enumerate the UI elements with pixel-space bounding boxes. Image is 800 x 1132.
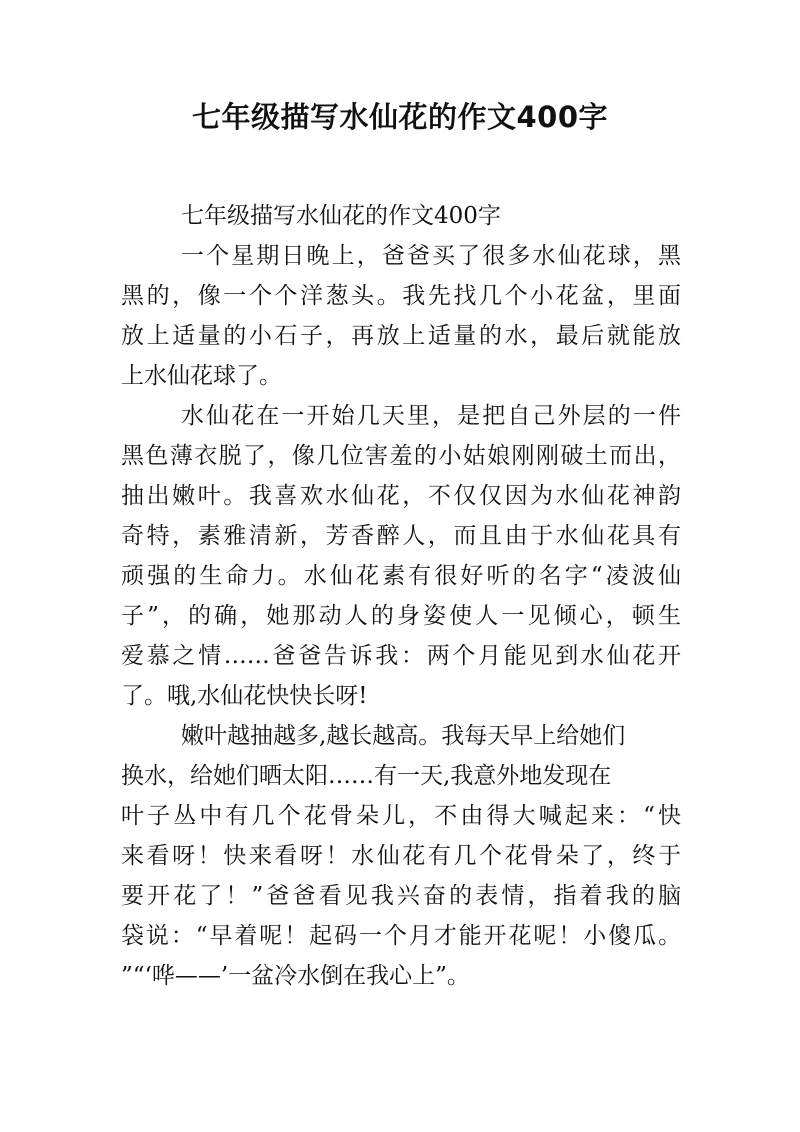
- paragraph-line: 放上适量的小石子，再放上适量的水，最后就能放: [121, 323, 681, 349]
- paragraph-line: 奇特，素雅清新，芳香醉人，而且由于水仙花具有: [121, 523, 681, 549]
- paragraph-line: 换水，给她们晒太阳……有一天,我意外地发现在: [121, 763, 612, 789]
- paragraph-line: 顽强的生命力。水仙花素有很好听的名字“凌波仙: [121, 563, 681, 589]
- paragraph-line: 抽出嫩叶。我喜欢水仙花，不仅仅因为水仙花神韵: [121, 483, 681, 509]
- document-body: [121, 196, 681, 996]
- paragraph-line: 叶子丛中有几个花骨朵儿，不由得大喊起来：“快: [121, 803, 681, 829]
- paragraph-line: 袋说：“早着呢！起码一个月才能开花呢！小傻瓜。: [121, 923, 681, 949]
- paragraph-line: 一个星期日晚上，爸爸买了很多水仙花球，黑: [181, 243, 681, 269]
- paragraph-line: 嫩叶越抽越多,越长越高。我每天早上给她们: [181, 723, 626, 749]
- paragraph-line: 水仙花在一开始几天里，是把自己外层的一件: [181, 403, 681, 429]
- paragraph-line: 上水仙花球了。: [121, 363, 282, 389]
- paragraph-line: ”“‘哗——’一盆冷水倒在我心上”。: [121, 963, 470, 989]
- subtitle-line: 七年级描写水仙花的作文400字: [181, 203, 501, 229]
- paragraph-line: 黑色薄衣脱了，像几位害羞的小姑娘刚刚破土而出，: [121, 443, 681, 469]
- paragraph-line: 黑的，像一个个洋葱头。我先找几个小花盆，里面: [121, 283, 681, 309]
- paragraph-line: 要开花了！”爸爸看见我兴奋的表情，指着我的脑: [121, 883, 681, 909]
- paragraph-line: 爱慕之情……爸爸告诉我：两个月能见到水仙花开: [121, 643, 681, 669]
- paragraph-line: 来看呀！快来看呀！水仙花有几个花骨朵了，终于: [121, 843, 681, 869]
- paragraph-line: 了。哦,水仙花快快长呀!: [121, 683, 368, 709]
- document-title: 七年级描写水仙花的作文400字: [191, 100, 609, 134]
- paragraph-line: 子”，的确，她那动人的身姿使人一见倾心，顿生: [121, 603, 681, 629]
